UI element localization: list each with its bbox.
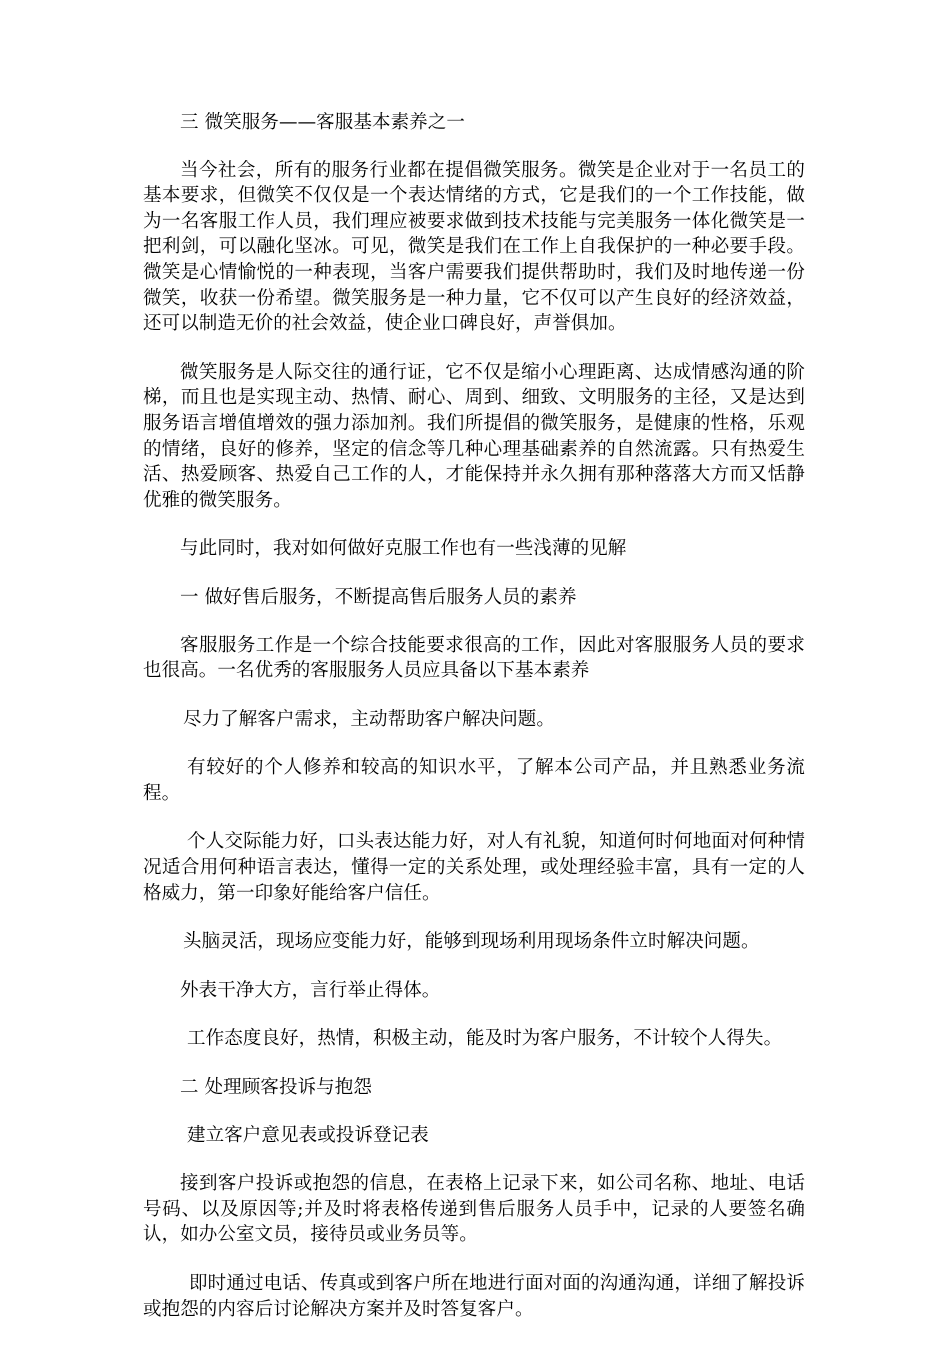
paragraph-after-sales-requirements: 客服服务工作是一个综合技能要求很高的工作，因此对客服服务人员的要求也很高。一名优秀的客服服务人员应具备以下基本素养 [143, 634, 805, 682]
list-item-complaint-form: 建立客户意见表或投诉登记表 [187, 1124, 429, 1146]
section-heading-smile-service: 三 微笑服务——客服基本素养之一 [180, 112, 465, 133]
section-heading-after-sales: 一 做好售后服务，不断提高售后服务人员的素养 [180, 586, 577, 608]
list-item-appearance: 外表干净大方，言行举止得体。 [180, 979, 441, 1001]
list-item-knowledge: 有较好的个人修养和较高的知识水平，了解本公司产品，并且熟悉业务流程。 [143, 757, 805, 804]
list-item-understand-needs: 尽力了解客户需求，主动帮助客户解决问题。 [183, 708, 556, 730]
document-page [143, 110, 805, 1345]
section-heading-complaints: 二 处理顾客投诉与抱怨 [180, 1077, 372, 1099]
paragraph-contact-customer: 即时通过电话、传真或到客户所在地进行面对面的沟通沟通，详细了解投诉或抱怨的内容后讨论解决方案并及时答复客户。 [143, 1273, 805, 1320]
paragraph-smile-passport: 微笑服务是人际交往的通行证，它不仅是缩小心理距离、达成情感沟通的阶梯，而且也是实现主动、热情、耐心、周到、细致、文明服务的主径，又是达到服务语言增值增效的强力添加剂。我们所提倡的微笑服务，是健康的性格，乐观的情绪，良好的修养，坚定的信念等几种心理基础素养的自然流露。只有热爱生活、热爱顾客、热爱自己工作的人，才能保持并永久拥有那种落落大方而又恬静优雅的微笑服务。 [143, 361, 805, 511]
paragraph-insights-intro: 与此同时，我对如何做好克服工作也有一些浅薄的见解 [180, 538, 627, 560]
list-item-communication: 个人交际能力好，口头表达能力好，对人有礼貌，知道何时何地面对何种情况适合用何种语言表达，懂得一定的关系处理，或处理经验丰富，具有一定的人格威力，第一印象好能给客户信任。 [143, 831, 805, 904]
list-item-attitude: 工作态度良好，热情，积极主动，能及时为客户服务，不计较个人得失。 [187, 1028, 783, 1050]
paragraph-record-complaints: 接到客户投诉或抱怨的信息，在表格上记录下来，如公司名称、地址、电话号码、以及原因等;并及时将表格传递到售后服务人员手中，记录的人要签名确认，如办公室文员，接待员或业务员等。 [143, 1173, 805, 1246]
paragraph-smile-intro: 当今社会，所有的服务行业都在提倡微笑服务。微笑是企业对于一名员工的基本要求，但微笑不仅仅是一个表达情绪的方式，它是我们的一个工作技能，做为一名客服工作人员，我们理应被要求做到技术技能与完美服务一体化微笑是一把利剑，可以融化坚冰。可见，微笑是我们在工作上自我保护的一种必要手段。微笑是心情愉悦的一种表现，当客户需要我们提供帮助时，我们及时地传递一份微笑，收获一份希望。微笑服务是一种力量，它不仅可以产生良好的经济效益，还可以制造无价的社会效益，使企业口碑良好，声誉俱加。 [143, 159, 805, 335]
list-item-flexibility: 头脑灵活，现场应变能力好，能够到现场利用现场条件立时解决问题。 [183, 931, 760, 953]
